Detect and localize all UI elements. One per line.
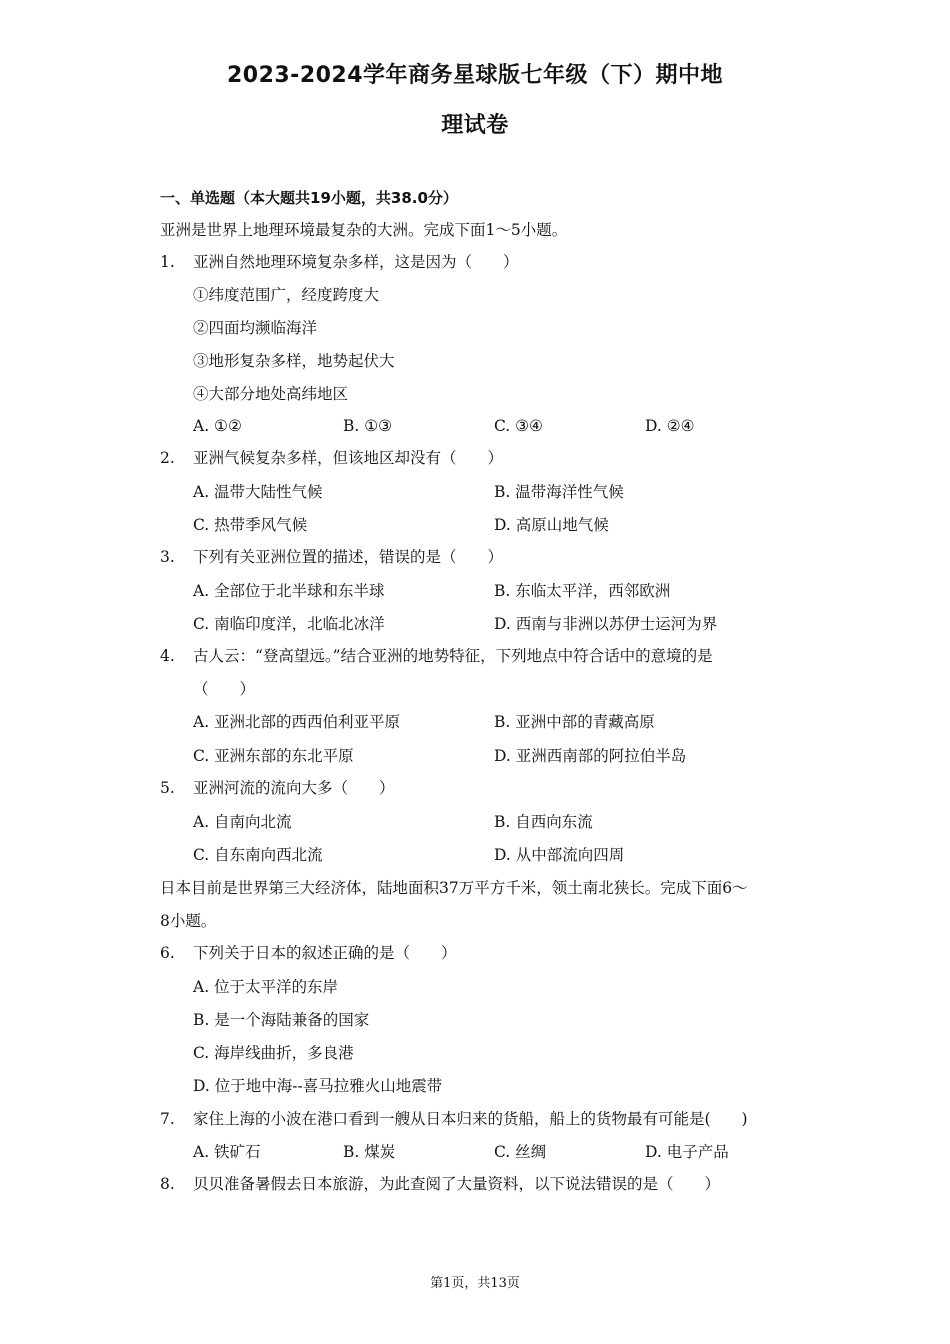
option-a: A. 位于太平洋的东岸 — [193, 978, 339, 996]
statement: ②四面均濒临海洋 — [193, 319, 318, 337]
question-text: 亚洲河流的流向大多（ ） — [193, 779, 395, 797]
option-d: D. 位于地中海--喜马拉雅火山地震带 — [193, 1077, 443, 1095]
option-d: D. 电子产品 — [645, 1143, 729, 1161]
question-text-continued: （ ） — [193, 680, 256, 698]
statement: ③地形复杂多样，地势起伏大 — [193, 352, 395, 370]
option-d: D. 亚洲西南部的阿拉伯半岛 — [494, 747, 687, 765]
option-d: D. ②④ — [645, 417, 695, 435]
option-d: D. 西南与非洲以苏伊士运河为界 — [494, 615, 718, 633]
option-d: D. 从中部流向四周 — [494, 846, 625, 864]
option-c: C. 南临印度洋，北临北冰洋 — [193, 615, 385, 633]
option-b: B. 是一个海陆兼备的国家 — [193, 1011, 370, 1029]
option-a: A. 全部位于北半球和东半球 — [193, 582, 385, 600]
option-a: A. 自南向北流 — [193, 813, 292, 831]
option-b: B. 亚洲中部的青藏高原 — [494, 713, 655, 731]
question-number: 2. — [160, 449, 175, 467]
question-text: 贝贝准备暑假去日本旅游，为此查阅了大量资料，以下说法错误的是（ ） — [193, 1175, 721, 1193]
question-text: 亚洲自然地理环境复杂多样，这是因为（ ） — [193, 253, 519, 271]
question-text: 亚洲气候复杂多样，但该地区却没有（ ） — [193, 449, 504, 467]
option-a: A. 铁矿石 — [193, 1143, 261, 1161]
statement: ④大部分地处高纬地区 — [193, 385, 349, 403]
option-c: C. 海岸线曲折，多良港 — [193, 1044, 354, 1062]
question-number: 3. — [160, 548, 175, 566]
section-header: 一、单选题（本大题共19小题，共38.0分） — [160, 189, 458, 207]
option-a: A. ①② — [193, 417, 242, 435]
document-title: 2023-2024学年商务星球版七年级（下）期中地 — [226, 63, 724, 88]
option-a: A. 温带大陆性气候 — [193, 483, 323, 501]
intro-text-continued: 8小题。 — [160, 912, 217, 930]
intro-text: 亚洲是世界上地理环境最复杂的大洲。完成下面1～5小题。 — [160, 221, 568, 239]
page-footer: 第1页，共13页 — [430, 1276, 520, 1291]
question-text: 家住上海的小波在港口看到一艘从日本归来的货船，船上的货物最有可能是( ) — [193, 1110, 748, 1128]
option-c: C. ③④ — [494, 417, 543, 435]
question-number: 4. — [160, 647, 175, 665]
question-text: 古人云：“登高望远。”结合亚洲的地势特征，下列地点中符合话中的意境的是 — [193, 647, 713, 665]
option-d: D. 高原山地气候 — [494, 516, 609, 534]
option-b: B. 煤炭 — [343, 1143, 396, 1161]
option-b: B. 温带海洋性气候 — [494, 483, 624, 501]
option-a: A. 亚洲北部的西西伯利亚平原 — [193, 713, 401, 731]
question-number: 8. — [160, 1175, 175, 1193]
option-b: B. 东临太平洋，西邻欧洲 — [494, 582, 671, 600]
question-number: 7. — [160, 1110, 175, 1128]
option-b: B. ①③ — [343, 417, 393, 435]
option-c: C. 自东南向西北流 — [193, 846, 323, 864]
question-number: 1. — [160, 253, 175, 271]
question-text: 下列关于日本的叙述正确的是（ ） — [193, 944, 457, 962]
question-number: 6. — [160, 944, 175, 962]
document-title-continued: 理试卷 — [441, 113, 509, 138]
question-number: 5. — [160, 779, 175, 797]
statement: ①纬度范围广，经度跨度大 — [193, 286, 380, 304]
option-c: C. 亚洲东部的东北平原 — [193, 747, 354, 765]
option-c: C. 热带季风气候 — [193, 516, 308, 534]
intro-text: 日本目前是世界第三大经济体，陆地面积37万平方千米，领土南北狭长。完成下面6～ — [160, 879, 748, 897]
option-c: C. 丝绸 — [494, 1143, 547, 1161]
question-text: 下列有关亚洲位置的描述，错误的是（ ） — [193, 548, 504, 566]
option-b: B. 自西向东流 — [494, 813, 593, 831]
